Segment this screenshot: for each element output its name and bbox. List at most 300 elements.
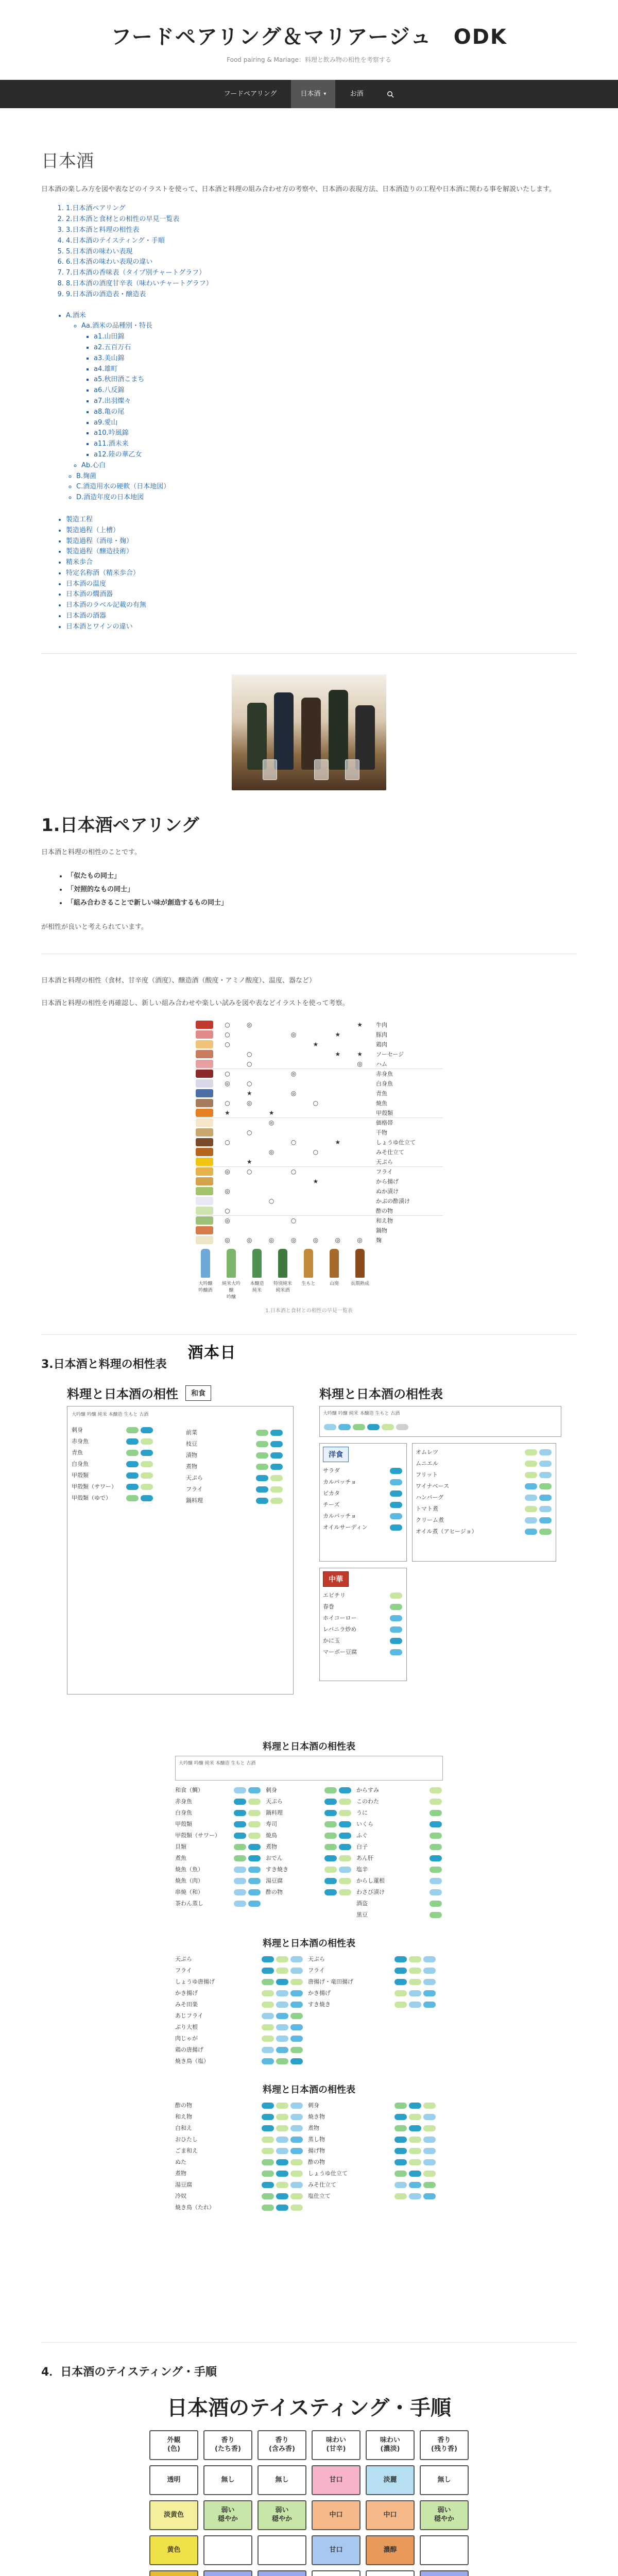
dish-label: 白身魚 bbox=[175, 1809, 192, 1817]
matrix-mark: ★ bbox=[313, 1177, 319, 1185]
pill bbox=[525, 1495, 537, 1501]
toc-link[interactable] bbox=[81, 461, 577, 471]
food-label: しょうゆ仕立て bbox=[376, 1139, 416, 1146]
main-nav bbox=[0, 80, 618, 108]
panel-title: 料理と日本酒の相性表 bbox=[319, 1387, 443, 1402]
pill bbox=[339, 1878, 351, 1884]
toc-link[interactable]: • 日本酒のラベル記載の有無 bbox=[66, 600, 577, 611]
tasting-cell: 弱い 穏やか bbox=[203, 2500, 252, 2530]
pill bbox=[290, 2047, 303, 2053]
toc-link[interactable]: • 製造工程 bbox=[66, 515, 577, 526]
food-icon bbox=[196, 1167, 213, 1176]
pill bbox=[276, 2103, 288, 2109]
toc-link[interactable]: • 製造過程（上槽） bbox=[66, 526, 577, 536]
dish-label: 串焼（和） bbox=[175, 1889, 203, 1896]
pill bbox=[290, 2171, 303, 2177]
dish-label: からし蓮根 bbox=[356, 1877, 385, 1885]
toc-link[interactable]: ▪ a6.八反錦 bbox=[94, 385, 577, 396]
yo-header-box bbox=[319, 1406, 561, 1437]
dish-label: からすみ bbox=[356, 1787, 379, 1794]
pill bbox=[525, 1449, 537, 1455]
pill bbox=[390, 1604, 402, 1610]
toc-link[interactable]: • 製造過程（酒母・麹） bbox=[66, 536, 577, 547]
pill bbox=[430, 1855, 442, 1861]
dish-label: 刺身 bbox=[72, 1427, 83, 1434]
toc-link[interactable]: ▪ a12.陸の華乙女 bbox=[94, 450, 577, 461]
matrix-mark bbox=[283, 1109, 305, 1116]
matrix-mark bbox=[304, 1050, 327, 1058]
toc-link[interactable]: ▪ a4.雄町 bbox=[94, 364, 577, 375]
pill-group bbox=[261, 2123, 304, 2134]
matrix-cells bbox=[216, 1041, 371, 1048]
toc-link[interactable]: 4. 4.日本酒のテイスティング・手順 bbox=[66, 236, 577, 247]
toc-link[interactable] bbox=[76, 493, 577, 503]
pill-group bbox=[393, 2157, 437, 2168]
matrix-mark bbox=[349, 1197, 371, 1205]
matrix-row bbox=[196, 1029, 443, 1039]
sake-bottle bbox=[221, 1249, 241, 1300]
toc-link[interactable]: • 精米歩合 bbox=[66, 557, 577, 568]
dish-label: カルパッチョ bbox=[323, 1513, 356, 1520]
food-icon bbox=[196, 1207, 213, 1215]
matrix-mark: ★ bbox=[225, 1109, 230, 1116]
glass-image bbox=[345, 759, 359, 780]
toc-link[interactable]: • 日本酒の燗酒器 bbox=[66, 589, 577, 600]
matrix-mark bbox=[238, 1119, 261, 1126]
compat-row bbox=[175, 2056, 304, 2067]
food-icon bbox=[196, 1060, 213, 1068]
compat-row bbox=[266, 1796, 352, 1807]
pill-group bbox=[393, 2100, 437, 2111]
pill-group bbox=[125, 1481, 154, 1493]
pill bbox=[423, 2103, 436, 2109]
pill bbox=[126, 1495, 139, 1501]
dish-label: 和え物 bbox=[175, 2113, 192, 2121]
compat-row bbox=[266, 1875, 352, 1887]
dish-label: 青魚 bbox=[72, 1449, 83, 1456]
matrix-mark: ◎ bbox=[268, 1236, 274, 1244]
tasting-cell bbox=[149, 2570, 198, 2576]
pill bbox=[248, 1878, 261, 1884]
pill bbox=[270, 1441, 283, 1447]
pill bbox=[126, 1472, 139, 1479]
pill bbox=[394, 1956, 407, 1962]
compat-row bbox=[356, 1796, 443, 1807]
section-text: 日本酒と料理の相性を再確認し、新しい組み合わせや楽しい試みを図や表などイラストを使って考察。 bbox=[41, 999, 349, 1007]
dish-label: 白和え bbox=[175, 2125, 192, 2132]
dish-label: 鶏の唐揚げ bbox=[175, 2046, 203, 2054]
section-text: 日本酒と料理の相性（食材、甘辛度（酒度）、醸造酒（酸度・アミノ酸度）、温度、器など） bbox=[41, 977, 316, 985]
compat-row bbox=[175, 1853, 262, 1864]
bottle-label: 大吟醸 吟醸酒 bbox=[198, 1281, 213, 1294]
toc-link[interactable]: • 日本酒の温度 bbox=[66, 579, 577, 590]
nav-item-sake[interactable] bbox=[291, 80, 335, 108]
pill bbox=[262, 2103, 274, 2109]
pill bbox=[234, 1833, 246, 1839]
pill bbox=[141, 1472, 153, 1479]
glass-image bbox=[263, 759, 277, 780]
matrix-mark bbox=[327, 1188, 349, 1195]
compat-row bbox=[323, 1647, 403, 1658]
wa-panel-box bbox=[67, 1406, 294, 1694]
toc-link[interactable] bbox=[76, 471, 577, 482]
pill bbox=[382, 1424, 394, 1430]
pill-group bbox=[393, 2191, 437, 2202]
panel-title: 料理と日本酒の相性 bbox=[67, 1387, 178, 1402]
compat-row bbox=[175, 1976, 304, 1988]
pill-group bbox=[428, 1875, 443, 1887]
dish-label: 煮物 bbox=[175, 2170, 186, 2177]
dish-label: すき焼き bbox=[308, 2001, 331, 2008]
pill-group bbox=[323, 1830, 352, 1841]
toc-link[interactable]: • 製造過程（醸造技術） bbox=[66, 547, 577, 557]
search-button[interactable] bbox=[377, 80, 403, 108]
pill bbox=[290, 2137, 303, 2143]
dish-label: 甲殻類（ゆで） bbox=[72, 1495, 111, 1502]
compat-row bbox=[175, 1999, 304, 2010]
pill-group bbox=[393, 1999, 437, 2010]
col-header: 大吟醸 吟醸 純米 本醸造 生もと 古酒 bbox=[72, 1412, 149, 1418]
matrix-row bbox=[196, 1157, 443, 1166]
compat-row bbox=[308, 2111, 437, 2123]
matrix-row bbox=[196, 1078, 443, 1088]
bottle-label: 山廃 bbox=[329, 1281, 339, 1287]
pill-group bbox=[261, 1976, 304, 1988]
pill-group bbox=[261, 2168, 304, 2179]
pill bbox=[409, 2103, 421, 2109]
pill bbox=[539, 1472, 552, 1478]
matrix-mark bbox=[261, 1168, 283, 1175]
dish-label: みそ田楽 bbox=[175, 2001, 198, 2008]
pill-group bbox=[261, 2202, 304, 2213]
pill bbox=[234, 1821, 246, 1827]
pill bbox=[394, 2193, 407, 2199]
pill bbox=[234, 1889, 246, 1895]
pill bbox=[256, 1452, 268, 1459]
tasting-cell: 弱い 穏やか bbox=[420, 2500, 469, 2530]
matrix-row bbox=[196, 1049, 443, 1059]
pill bbox=[248, 1821, 261, 1827]
tasting-cell: 濃醇 bbox=[366, 2535, 415, 2565]
compat-row bbox=[356, 1819, 443, 1830]
pill-group bbox=[255, 1472, 284, 1484]
nav-item-osake[interactable] bbox=[340, 80, 372, 108]
pill bbox=[409, 2148, 421, 2154]
matrix-mark bbox=[261, 1207, 283, 1214]
matrix-cells bbox=[216, 1158, 371, 1165]
compat-row bbox=[308, 1999, 437, 2010]
dish-label: ワイナベース bbox=[416, 1483, 450, 1490]
pill bbox=[339, 1833, 351, 1839]
matrix-mark: ★ bbox=[357, 1050, 363, 1058]
matrix-mark: ○ bbox=[247, 1168, 252, 1176]
pill bbox=[423, 1979, 436, 1985]
pill-group bbox=[261, 1999, 304, 2010]
matrix-row bbox=[196, 1108, 443, 1117]
matrix-mark: ○ bbox=[225, 1070, 230, 1078]
site-title[interactable]: フードペアリング＆マリアージュ ODK bbox=[111, 25, 507, 49]
matrix-mark: ◎ bbox=[225, 1168, 230, 1176]
compat-row bbox=[266, 1887, 352, 1898]
toc-label: C.酒造用水の硬軟（日本地図） bbox=[76, 483, 170, 491]
matrix-mark: ★ bbox=[246, 1158, 252, 1165]
toc-link[interactable]: ▪ a9.愛山 bbox=[94, 418, 577, 429]
dish-label: 煮魚 bbox=[175, 1855, 186, 1862]
pill bbox=[339, 1821, 351, 1827]
food-icon bbox=[196, 1226, 213, 1234]
pill bbox=[276, 2002, 288, 2008]
tasting-cell bbox=[420, 2570, 469, 2576]
dish-label: 甲殻類（サワー） bbox=[72, 1483, 117, 1490]
tasting-cell: 黄色 bbox=[149, 2535, 198, 2565]
dish-label: 揚げ物 bbox=[308, 2147, 325, 2155]
compat-row bbox=[266, 1785, 352, 1796]
pill-group bbox=[524, 1447, 553, 1458]
toc-link[interactable]: 2. 2.日本酒と食材との相性の早見一覧表 bbox=[66, 214, 577, 225]
intro-text: 日本酒の楽しみ方を図や表などのイラストを使って、日本酒と料理の組み合わせ方の考察や、日本酒の表現方法、日本酒造りの工程や日本酒に関わる事を解説いたします。 bbox=[41, 185, 556, 193]
pill-group bbox=[428, 1796, 443, 1807]
toc-link[interactable]: 5. 5.日本酒の味わい表現 bbox=[66, 247, 577, 258]
matrix-row bbox=[196, 1039, 443, 1049]
pill-group bbox=[428, 1785, 443, 1796]
matrix-mark bbox=[304, 1031, 327, 1038]
matrix-mark bbox=[304, 1060, 327, 1067]
pill-group bbox=[261, 2134, 304, 2145]
matrix-mark bbox=[349, 1090, 371, 1097]
dish-label: フライ bbox=[186, 1486, 203, 1493]
dish-label: ムニエル bbox=[416, 1460, 438, 1467]
food-icon bbox=[196, 1079, 213, 1088]
dish-label: 白子 bbox=[356, 1843, 368, 1851]
matrix-mark bbox=[349, 1080, 371, 1087]
matrix-mark bbox=[261, 1080, 283, 1087]
matrix-mark: ★ bbox=[313, 1040, 319, 1048]
compat-row bbox=[308, 2100, 437, 2111]
pill bbox=[525, 1483, 537, 1489]
food-icon bbox=[196, 1099, 213, 1107]
pill-group bbox=[261, 2056, 304, 2067]
pill bbox=[423, 2002, 436, 2008]
bottle-label: 特別純米 純米酒 bbox=[273, 1281, 292, 1294]
compat-row bbox=[266, 1807, 352, 1819]
toc-sublist bbox=[94, 332, 577, 461]
nav-item-food-pairing[interactable] bbox=[215, 80, 286, 108]
tasting-cell: 甘口 bbox=[312, 2465, 360, 2495]
bottle-label: 生もと bbox=[301, 1281, 316, 1287]
matrix-mark bbox=[283, 1207, 305, 1214]
wa-list bbox=[72, 1425, 154, 1504]
toc-link[interactable]: • 日本酒とワインの違い bbox=[66, 622, 577, 633]
food-label: 価格帯 bbox=[376, 1120, 393, 1127]
main-content bbox=[41, 108, 577, 2576]
pill bbox=[394, 2182, 407, 2188]
dish-label: 酒盗 bbox=[356, 1900, 368, 1907]
matrix-cells bbox=[216, 1031, 371, 1038]
pill bbox=[324, 1810, 337, 1816]
sake-bottle bbox=[273, 1249, 293, 1300]
tasting-cell: 淡麗 bbox=[366, 2465, 415, 2495]
pill bbox=[409, 2114, 421, 2120]
pill bbox=[353, 1424, 365, 1430]
pill bbox=[324, 1787, 337, 1793]
pill bbox=[290, 2036, 303, 2042]
dish-label: 天ぷら bbox=[186, 1475, 203, 1482]
dish-label: 天ぷら bbox=[308, 1956, 325, 1963]
pill-group bbox=[428, 1830, 443, 1841]
pill bbox=[324, 1878, 337, 1884]
compat-row bbox=[266, 1841, 352, 1853]
matrix-mark bbox=[238, 1148, 261, 1156]
matrix-mark: ◎ bbox=[247, 1099, 252, 1107]
dish-label: うに bbox=[356, 1809, 368, 1817]
table-title: 料理と日本酒の相性表 bbox=[263, 1741, 355, 1753]
pill-group bbox=[233, 1864, 262, 1875]
compat-row bbox=[175, 2202, 304, 2213]
toc-link[interactable]: 8. 8.日本酒の酒度甘辛表（味わいチャートグラフ） bbox=[66, 279, 577, 290]
pill-group bbox=[261, 2010, 304, 2022]
dish-label: 焼魚（肉） bbox=[175, 1877, 203, 1885]
pill bbox=[276, 1956, 288, 1962]
toc-link[interactable]: 6. 6.日本酒の味わい表現の違い bbox=[66, 257, 577, 268]
pill-group bbox=[255, 1495, 284, 1506]
compat-panel-wa bbox=[67, 1384, 294, 1694]
food-label: 甲殻類 bbox=[376, 1109, 393, 1116]
dish-label: カルパッチョ bbox=[323, 1479, 356, 1486]
matrix-mark bbox=[327, 1041, 349, 1048]
matrix-mark: ◎ bbox=[247, 1236, 252, 1244]
pill bbox=[525, 1517, 537, 1523]
table-body bbox=[175, 2100, 443, 2213]
matrix-mark bbox=[327, 1060, 349, 1067]
pill bbox=[262, 2137, 274, 2143]
toc-link[interactable]: • 特定名称酒（精米歩合） bbox=[66, 568, 577, 579]
dish-label: このわた bbox=[356, 1798, 379, 1805]
matrix-mark: ★ bbox=[268, 1109, 274, 1116]
compat-row bbox=[323, 1465, 403, 1477]
compat-row bbox=[175, 2123, 304, 2134]
pill bbox=[290, 2159, 303, 2165]
matrix-cells bbox=[216, 1188, 371, 1195]
pill bbox=[409, 2193, 421, 2199]
toc-link[interactable] bbox=[76, 482, 577, 493]
pill-group bbox=[323, 1785, 352, 1796]
food-icon bbox=[196, 1118, 213, 1127]
pill bbox=[234, 1844, 246, 1850]
food-icon bbox=[196, 1021, 213, 1029]
pill bbox=[276, 1990, 288, 1996]
compat-row bbox=[175, 2111, 304, 2123]
pill bbox=[539, 1517, 552, 1523]
dish-label: マーボー豆腐 bbox=[323, 1649, 357, 1656]
matrix-mark: ○ bbox=[290, 1217, 297, 1225]
matrix-mark: ○ bbox=[290, 1168, 297, 1176]
toc-link[interactable]: ▪ a8.亀の尾 bbox=[94, 407, 577, 418]
dish-label: 塩仕立て bbox=[308, 2193, 331, 2200]
pill bbox=[276, 2125, 288, 2131]
compat-row bbox=[308, 2179, 437, 2191]
food-label: ハム bbox=[376, 1060, 387, 1067]
chu-list bbox=[323, 1590, 403, 1658]
wa-badge: 和食 bbox=[185, 1385, 211, 1401]
dish-label: 前菜 bbox=[186, 1429, 197, 1436]
pill-group bbox=[233, 1785, 262, 1796]
matrix-mark: ○ bbox=[313, 1148, 319, 1156]
pill-group bbox=[261, 2145, 304, 2157]
pill-group bbox=[393, 2134, 437, 2145]
compat-row bbox=[175, 2134, 304, 2145]
toc-link[interactable]: ▪ a1.山田錦 bbox=[94, 332, 577, 343]
sake-bottle bbox=[324, 1249, 344, 1300]
toc-link[interactable]: ▪ a7.出羽燦々 bbox=[94, 396, 577, 407]
pill-group bbox=[261, 2100, 304, 2111]
food-label: みそ仕立て bbox=[376, 1148, 404, 1156]
toc-link[interactable]: ▪ a3.美山錦 bbox=[94, 353, 577, 364]
pill bbox=[234, 1901, 246, 1907]
pill bbox=[390, 1524, 402, 1531]
tasting-grid bbox=[124, 2392, 494, 2576]
matrix-row bbox=[196, 1235, 443, 1245]
pill bbox=[394, 1968, 407, 1974]
compat-row bbox=[356, 1887, 443, 1898]
matrix-mark bbox=[283, 1129, 305, 1136]
toc-link[interactable]: 7. 7.日本酒の香味表（タイプ別チャートグラフ） bbox=[66, 268, 577, 279]
toc-link[interactable]: 1. 1.日本酒ペアリング bbox=[66, 204, 577, 214]
tasting-header-cell: 味わい (濃淡) bbox=[366, 2430, 415, 2460]
dish-label: 甲殻類 bbox=[175, 1821, 192, 1828]
toc-link[interactable]: ▪ a2.五百万石 bbox=[94, 343, 577, 353]
matrix-row bbox=[196, 1059, 443, 1069]
matrix-cells bbox=[216, 1129, 371, 1136]
dish-label: 唐揚げ・竜田揚げ bbox=[308, 1978, 353, 1986]
compat-row bbox=[308, 2168, 437, 2179]
table-col bbox=[356, 1785, 443, 1921]
pill bbox=[141, 1461, 153, 1467]
toc-link[interactable]: ▪ a5.秋田酒こまち bbox=[94, 375, 577, 385]
pill bbox=[248, 1901, 261, 1907]
toc-link[interactable]: ▪ a11.酒未来 bbox=[94, 439, 577, 450]
compat-row bbox=[323, 1624, 403, 1635]
toc-link[interactable] bbox=[81, 321, 577, 460]
pill bbox=[262, 1968, 274, 1974]
toc-link[interactable]: ▪ a10.吟風錦 bbox=[94, 428, 577, 439]
toc-label: Aa.酒米の品種別・特長 bbox=[81, 322, 152, 330]
toc-link[interactable]: 3. 3.日本酒と料理の相性表 bbox=[66, 225, 577, 236]
toc-link[interactable]: 9. 9.日本酒の酒造表・醸造表 bbox=[66, 290, 577, 300]
pill-group bbox=[125, 1436, 154, 1447]
compat-row bbox=[175, 1785, 262, 1796]
compat-row bbox=[416, 1515, 553, 1526]
compat-row bbox=[175, 1954, 304, 1965]
bottle-image bbox=[329, 690, 348, 770]
matrix-mark bbox=[283, 1178, 305, 1185]
toc-label: A.酒米 bbox=[66, 311, 86, 319]
compat-row bbox=[308, 2123, 437, 2134]
matrix-rows bbox=[196, 1020, 443, 1245]
matrix-mark: ◎ bbox=[290, 1089, 297, 1097]
pill bbox=[141, 1484, 153, 1490]
toc-link[interactable]: • 日本酒の酒器 bbox=[66, 611, 577, 622]
compat-row bbox=[186, 1472, 284, 1484]
pill bbox=[270, 1498, 283, 1504]
matrix-mark bbox=[261, 1158, 283, 1165]
divider bbox=[41, 653, 577, 654]
pill bbox=[256, 1464, 268, 1470]
pill bbox=[262, 2036, 274, 2042]
pill-group bbox=[428, 1909, 443, 1921]
pill bbox=[290, 1956, 303, 1962]
dish-label: かに玉 bbox=[323, 1637, 340, 1645]
toc-link[interactable] bbox=[66, 311, 577, 471]
